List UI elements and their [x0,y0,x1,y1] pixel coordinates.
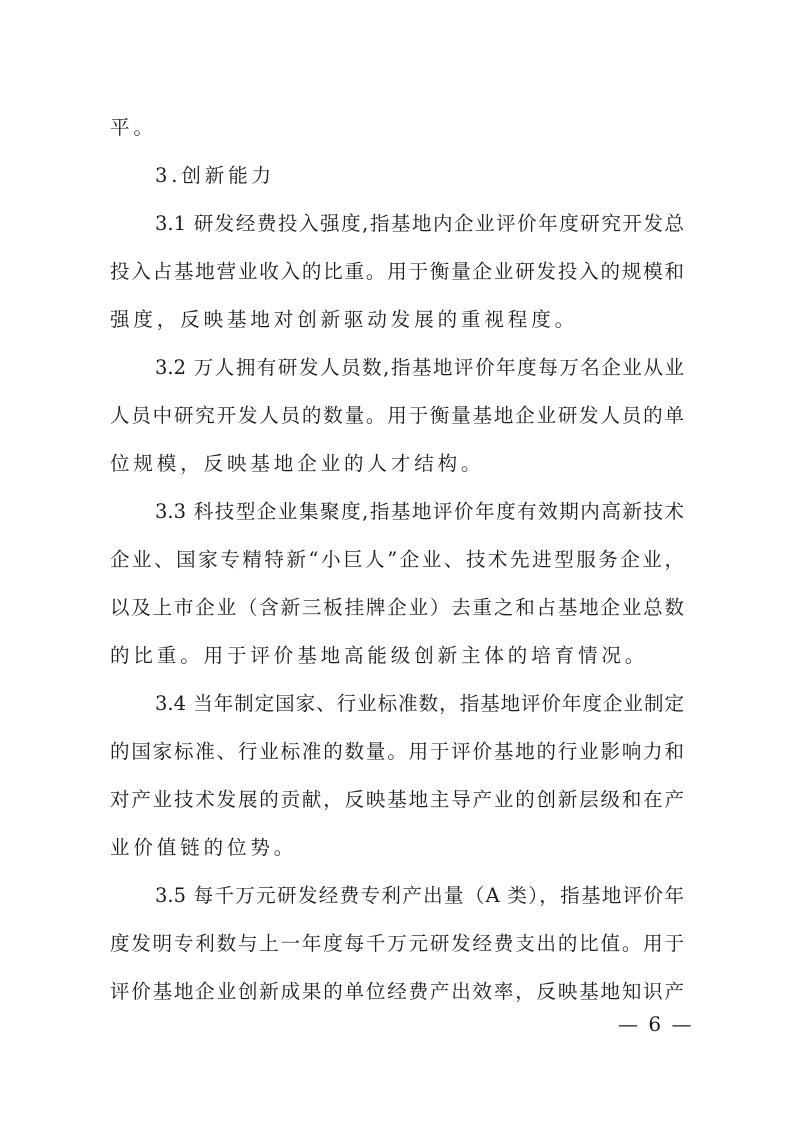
item-3-4-line: 业价值链的位势。 [110,836,298,859]
document-page [110,110,684,1022]
item-3-5-line: 度发明专利数与上一年度每千万元研发经费支出的比值。用于 [110,932,684,955]
item-3-1-line: 3.1 研发经费投入强度,指基地内企业评价年度研究开发总 [155,212,684,235]
item-3-4-line: 的国家标准、行业标准的数量。用于评价基地的行业影响力和 [110,740,684,763]
page-number: — 6 — [618,1012,694,1036]
item-3-3-line: 企业、国家专精特新“小巨人”企业、技术先进型服务企业， [110,548,684,571]
paragraph-continuation: 平。 [110,116,157,139]
item-3-3-line: 的比重。用于评价基地高能级创新主体的培育情况。 [110,644,649,667]
item-3-5-line: 3.5 每千万元研发经费专利产出量（A 类），指基地评价年 [155,884,684,907]
section-heading-innovation-capacity: 3.创新能力 [155,164,276,187]
item-3-3-line: 以及上市企业（含新三板挂牌企业）去重之和占基地企业总数 [110,596,684,619]
item-3-4-line: 对产业技术发展的贡献，反映基地主导产业的创新层级和在产 [110,788,684,811]
item-3-1-line: 强度，反映基地对创新驱动发展的重视程度。 [110,308,579,331]
item-3-5-line: 评价基地企业创新成果的单位经费产出效率，反映基地知识产 [110,980,684,1003]
item-3-2-line: 位规模，反映基地企业的人才结构。 [110,452,485,475]
item-3-2-line: 3.2 万人拥有研发人员数,指基地评价年度每万名企业从业 [155,356,684,379]
item-3-4-line: 3.4 当年制定国家、行业标准数，指基地评价年度企业制定 [155,692,684,715]
item-3-3-line: 3.3 科技型企业集聚度,指基地评价年度有效期内高新技术 [155,500,684,523]
item-3-1-line: 投入占基地营业收入的比重。用于衡量企业研发投入的规模和 [110,260,684,283]
item-3-2-line: 人员中研究开发人员的数量。用于衡量基地企业研发人员的单 [110,404,684,427]
